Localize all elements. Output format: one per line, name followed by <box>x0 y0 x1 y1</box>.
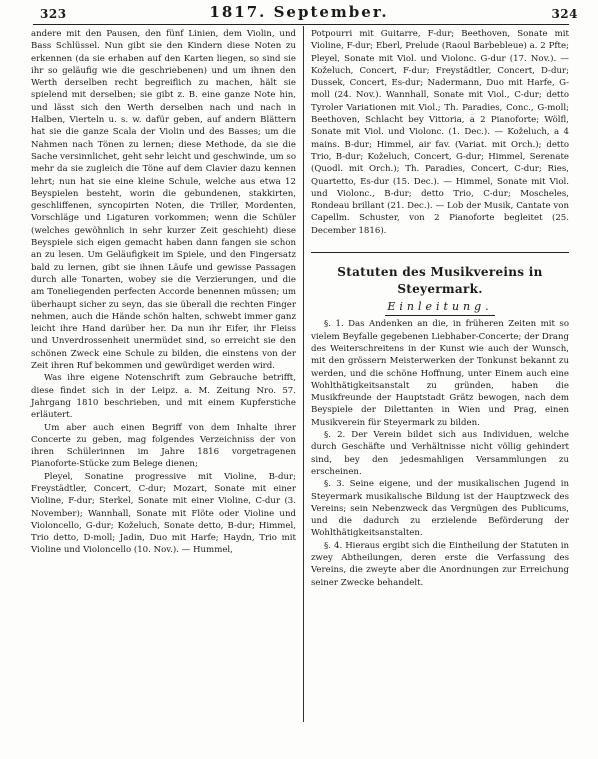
section-subtitle: Einleitung. <box>387 300 493 314</box>
page-header <box>0 3 598 25</box>
section-title: Statuten des Musikvereins in Steyermark. <box>337 265 543 297</box>
statute-paragraph: §. 2. Der Verein bildet sich aus Individuen, welche durch Geschäfte und Verhältnisse nicht völlig gehindert sind, bey den jedesmahligen Versammlungen zu erscheinen. <box>311 430 569 477</box>
paragraph: Um aber auch einen Begriff von dem Inhalte ihrer Concerte zu geben, mag folgendes Verzeichniss der von ihren Schülerinnen im Jahre 1816 vorgetragenen Pianoforte-Stücke zum Belege dienen; <box>31 422 296 470</box>
header-rule <box>33 24 569 25</box>
paragraph: Pleyel, Sonatine progressive mit Violine, B-dur; Freystädtler, Concert, C-dur; Mozart, Sonate mit einer Violine, F-dur; Sterkel, Sonate mit einer Violine, C-dur (3. November); Wannhall, Sonate mit Flöte oder Violine und Violoncello, G-dur; Koželuch, Sonate detto, B-dur; Himmel, Trio detto, D-moll; Jadin, Duo mit Harfe; Haydn, Trio mit Violine und Violoncello (10. Nov.). — Hummel, <box>31 471 296 556</box>
subtitle-rule <box>385 315 495 316</box>
paragraph: Potpourri mit Guitarre, F-dur; Beethoven, Sonate mit Violine, F-dur; Eberl, Prelude (Raoul Barbebleue) a. 2 Pfte; Pleyel, Sonate mit Viol. und Violonc. G-dur (17. Nov.). — Koželuch, Concert, F-dur; Freystädtler, Concert, D-dur; Dussek, Concert, Es-dur; Nadermann, Duo mit Harfe, G-moll (24. Nov.). Wannhall, Sonate mit Viol., C-dur; detto Tyroler Variationen mit Viol.; Th. Paradies, Conc., G-moll; Beethoven, Schlacht bey Vittoria, a 2 Pianoforte; Wölfl, Sonate mit Viol. und Violonc. (1. Dec.). — Koželuch, a 4 mains. B-dur; Himmel, air fav. (Variat. mit Orch.); detto Trio, B-dur; Koželuch, Concert, G-dur; Himmel, Serenate (Quodl. mit Orch.); Th. Paradies, Concert, C-dur; Ries, Quartetto, Es-dur (15. Dec.). — Himmel, Sonate mit Viol. und Violonc., B-dur; detto Trio, C-dur; Moscheles, Rondeau brillant (21. Dec.). — Lob der Musik, Cantate von Capellm. Schuster, von 2 Pianoforte begleitet (25. December 1816). <box>311 29 569 236</box>
left-column <box>31 28 296 557</box>
column-divider <box>303 26 304 722</box>
paragraph: andere mit den Pausen, den fünf Linien, dem Violin, und Bass Schlüssel. Nun gibt sie den Kindern diese Noten zu erkennen (da sie erhaben auf den Karten liegen, so sind sie ihr so geläufig wie die geschriebenen) und um ihnen den Werth derselben recht begreiflich zu machen, hält sie spielend mit derselben; sie gibt z. B. eine ganze Note hin, und lässt sich den Werth derselben nach und nach in Halben, Vierteln u. s. w. dafür geben, auf andern Blättern hat sie die ganze Scala der Violin und des Basses; um die Nahmen nach Tönen zu lernen; diese Methode, da sie die Sache versinnlichet, geht sehr leicht und geschwinde, um so mehr da sie zugleich die Töne auf dem Clavier dazu kennen lehrt; nun hat sie eine kleine Schule, welche aus etwa 12 Beyspielen besteht, worin die gebundenen, stakkirten, geschliffenen, syncopirten Noten, die Triller, Mordenten, Vorschläge und Ligaturen vorkommen; wenn die Schüler (welches gewöhnlich in sehr kurzer Zeit geschieht) diese Beyspiele sich eigen gemacht haben dann fangen sie schon an zu lesen. Um Geläufigkeit im Spiele, und den Fingersatz bald zu lernen, gibt sie ihnen Läufe und gewisse Passagen durch alle Tonarten, wobey sie die Verzierungen, und die am Toneliegenden perfecten Accorde benennen müssen; um überhaupt sicher zu seyn, das sie überall die rechten Finger nehmen, auch die Hände schön halten, schwebt immer ganz leicht ihre Hand darüber her. Da nun ihr Eifer, ihr Fleiss und Unverdrossenheit unermüdet sind, so erreicht sie den schönen Zweck eine Schule zu bilden, die einstens von der Zeit ihren Ruf bekommen und gewürdiget werden wird. <box>31 29 296 372</box>
right-column <box>311 28 569 589</box>
section-rule <box>311 252 569 253</box>
running-title: 1817. September. <box>209 3 389 21</box>
left-page-number: 323 <box>40 7 67 21</box>
statute-paragraph: §. 4. Hieraus ergibt sich die Eintheilung der Statuten in zwey Abtheilungen, deren erste die Verfassung des Vereins, die zweyte aber die Anordnungen zur Erreichung seiner Zwecke behandelt. <box>311 540 569 588</box>
statute-paragraph: §. 3. Seine eigene, und der musikalischen Jugend in Steyermark musikalische Bildung ist der Hauptzweck des Vereins; sein Nebenzweck das Vergnügen des Publicums, und die dadurch zu erzielende Beförderung der Wohlthätigkeitsanstalten. <box>311 479 569 539</box>
paragraph: Was ihre eigene Notenschrift zum Gebrauche betrifft, diese findet sich in der Leipz. a. M. Zeitung Nro. 57. Jahrgang 1810 beschrieben, und mit einem Kupferstiche erläutert. <box>31 373 296 421</box>
statute-paragraph: §. 1. Das Andenken an die, in früheren Zeiten mit so vielem Beyfalle gegebenen Liebhaber-Concerte; der Drang des Weiterschreitens in der Kunst wie auch der Wunsch, mit den grössern Meisterwerken der Tonkunst bekannt zu werden, und die schöne Hoffnung, unter Einem auch eine Wohlthätigkeitsanstalt zu gründen, haben die Musikfreunde der Hauptstadt Grätz bewogen, nach dem Beyspiele der Dilettanten in Wien und Prag, einen Musikverein für Steyermark zu bilden. <box>311 319 569 428</box>
right-page-number: 324 <box>551 7 578 21</box>
